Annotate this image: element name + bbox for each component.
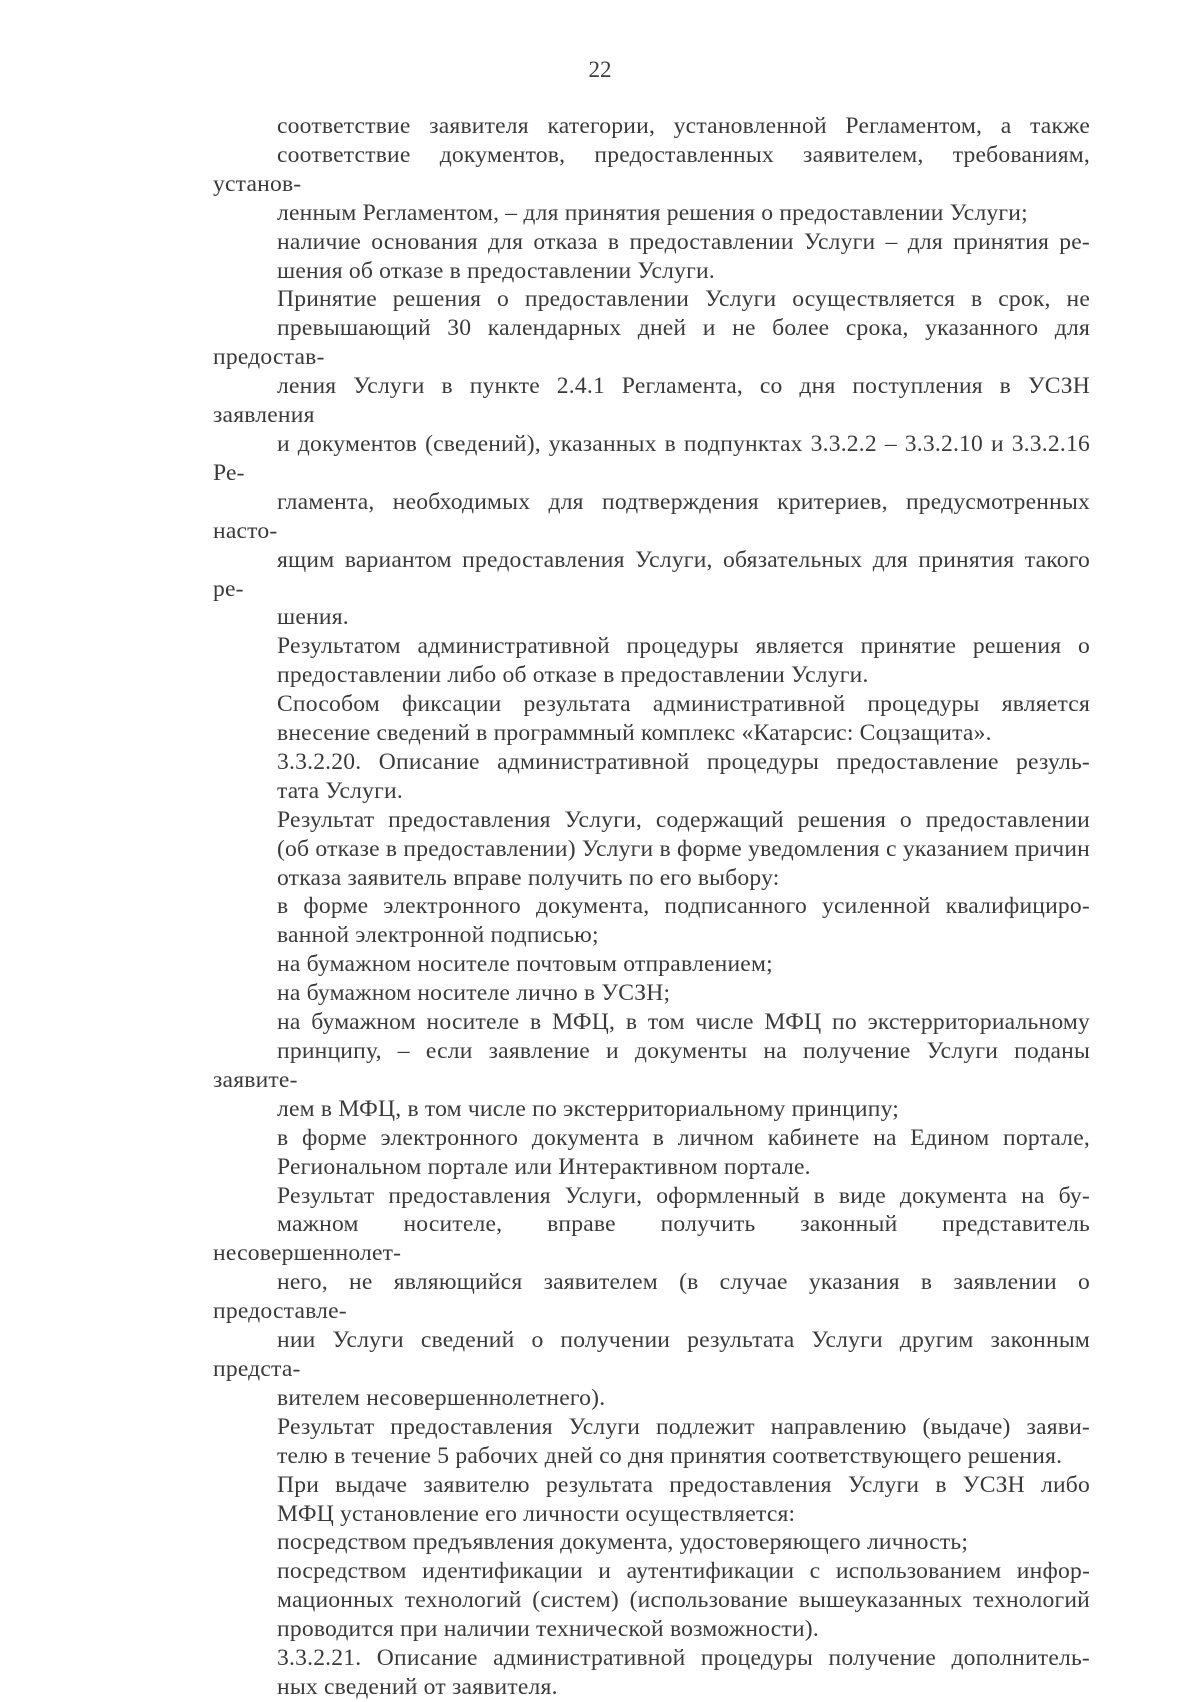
text-line: соответствие документов, предоставленных заявителем, требованиям, установ- (213, 141, 1090, 197)
text-line: проводится при наличии технической возможности). (277, 1616, 819, 1643)
text-line: При выдаче заявителю результата предоставления Услуги в УСЗН либо (277, 1471, 1090, 1498)
text-line: вителем несовершеннолетнего). (277, 1384, 606, 1411)
paragraph (213, 285, 1090, 632)
text-line: 3.3.2.21. Описание административной процедуры получение дополнитель- (277, 1645, 1090, 1672)
paragraph (213, 1644, 1090, 1702)
text-line: лем в МФЦ, в том числе по экстерриториальному принципу; (277, 1095, 900, 1122)
text-line: Способом фиксации результата административной процедуры является (277, 691, 1090, 718)
text-line: мажном носителе, вправе получить законный представитель несовершеннолет- (213, 1211, 1090, 1267)
text-line: Региональном портале или Интерактивном портале. (277, 1153, 811, 1180)
text-line: гламента, необходимых для подтверждения критериев, предусмотренных насто- (213, 488, 1090, 544)
paragraph (213, 112, 1090, 228)
text-line: на бумажном носителе в МФЦ, в том числе МФЦ по экстерриториальному (277, 1009, 1090, 1036)
text-line: принципу, – если заявление и документы на получение Услуги поданы заявите- (213, 1038, 1090, 1093)
text-line: отказа заявитель вправе получить по его выбору: (277, 864, 780, 891)
paragraph (213, 1008, 1090, 1124)
paragraph (213, 748, 1090, 806)
paragraph (213, 632, 1090, 690)
text-line: (об отказе в предоставлении) Услуги в форме уведомления с указанием причин (277, 835, 1090, 862)
text-line: шения об отказе в предоставлении Услуги. (277, 257, 715, 284)
text-line: него, не являющийся заявителем (в случае указания в заявлении о предоставле- (213, 1269, 1090, 1325)
text-line: наличие основания для отказа в предоставлении Услуги – для принятия ре- (277, 228, 1090, 255)
text-line: посредством предъявления документа, удостоверяющего личность; (277, 1529, 969, 1556)
page-number: 22 (588, 57, 612, 82)
text-line: и документов (сведений), указанных в подпунктах 3.3.2.2 – 3.3.2.10 и 3.3.2.16 Ре- (213, 430, 1090, 486)
paragraph (213, 1124, 1090, 1182)
text-line: МФЦ установление его личности осуществляется: (277, 1500, 796, 1527)
text-line: шения. (277, 604, 349, 631)
paragraph (213, 950, 1090, 979)
paragraph (213, 1528, 1090, 1557)
text-line: в форме электронного документа в личном кабинете на Едином портале, (277, 1124, 1090, 1151)
text-line: телю в течение 5 рабочих дней со дня принятия соответствующего решения. (277, 1442, 1063, 1469)
paragraph (213, 228, 1090, 286)
text-line: внесение сведений в программный комплекс «Катарсис: Соцзащита». (277, 720, 992, 747)
text-line: Принятие решения о предоставлении Услуги осуществляется в срок, не (277, 286, 1090, 313)
paragraph (213, 892, 1090, 950)
text-line: ных сведений от заявителя. (277, 1673, 558, 1700)
text-line: Результатом административной процедуры является принятие решения о (277, 633, 1090, 660)
text-line: в форме электронного документа, подписанного усиленной квалифициро- (277, 893, 1090, 920)
text-line: соответствие заявителя категории, установленной Регламентом, а также (277, 113, 1090, 139)
text-line: ленным Регламентом, – для принятия решения о предоставлении Услуги; (277, 199, 1028, 226)
paragraph (213, 1471, 1090, 1529)
text-line: посредством идентификации и аутентификации с использованием инфор- (277, 1558, 1090, 1585)
text-line: нии Услуги сведений о получении результата Услуги другим законным предста- (213, 1327, 1090, 1382)
body-text (213, 112, 1090, 1702)
text-line: на бумажном носителе лично в УСЗН; (277, 980, 671, 1007)
paragraph (213, 690, 1090, 748)
paragraph (213, 1182, 1090, 1413)
text-line: Результат предоставления Услуги, содержащий решения о предоставлении (277, 806, 1090, 833)
text-line: Результат предоставления Услуги, оформленный в виде документа на бу- (277, 1182, 1090, 1209)
text-line: предоставлении либо об отказе в предоставлении Услуги. (277, 662, 869, 689)
text-line: Результат предоставления Услуги подлежит направлению (выдаче) заяви- (277, 1413, 1090, 1440)
text-line: тата Услуги. (277, 777, 403, 804)
text-line: ящим вариантом предоставления Услуги, обязательных для принятия такого ре- (213, 546, 1090, 602)
paragraph (213, 1557, 1090, 1644)
text-line: ления Услуги в пункте 2.4.1 Регламента, со дня поступления в УСЗН заявления (213, 373, 1090, 429)
text-line: на бумажном носителе почтовым отправлением; (277, 951, 773, 978)
text-line: мационных технологий (систем) (использование вышеуказанных технологий (277, 1587, 1090, 1614)
text-line: превышающий 30 календарных дней и не более срока, указанного для предостав- (213, 315, 1090, 371)
text-line: 3.3.2.20. Описание административной процедуры предоставление резуль- (277, 748, 1090, 775)
paragraph (213, 806, 1090, 893)
paragraph (213, 1413, 1090, 1471)
text-line: ванной электронной подписью; (277, 922, 599, 949)
paragraph (213, 979, 1090, 1008)
